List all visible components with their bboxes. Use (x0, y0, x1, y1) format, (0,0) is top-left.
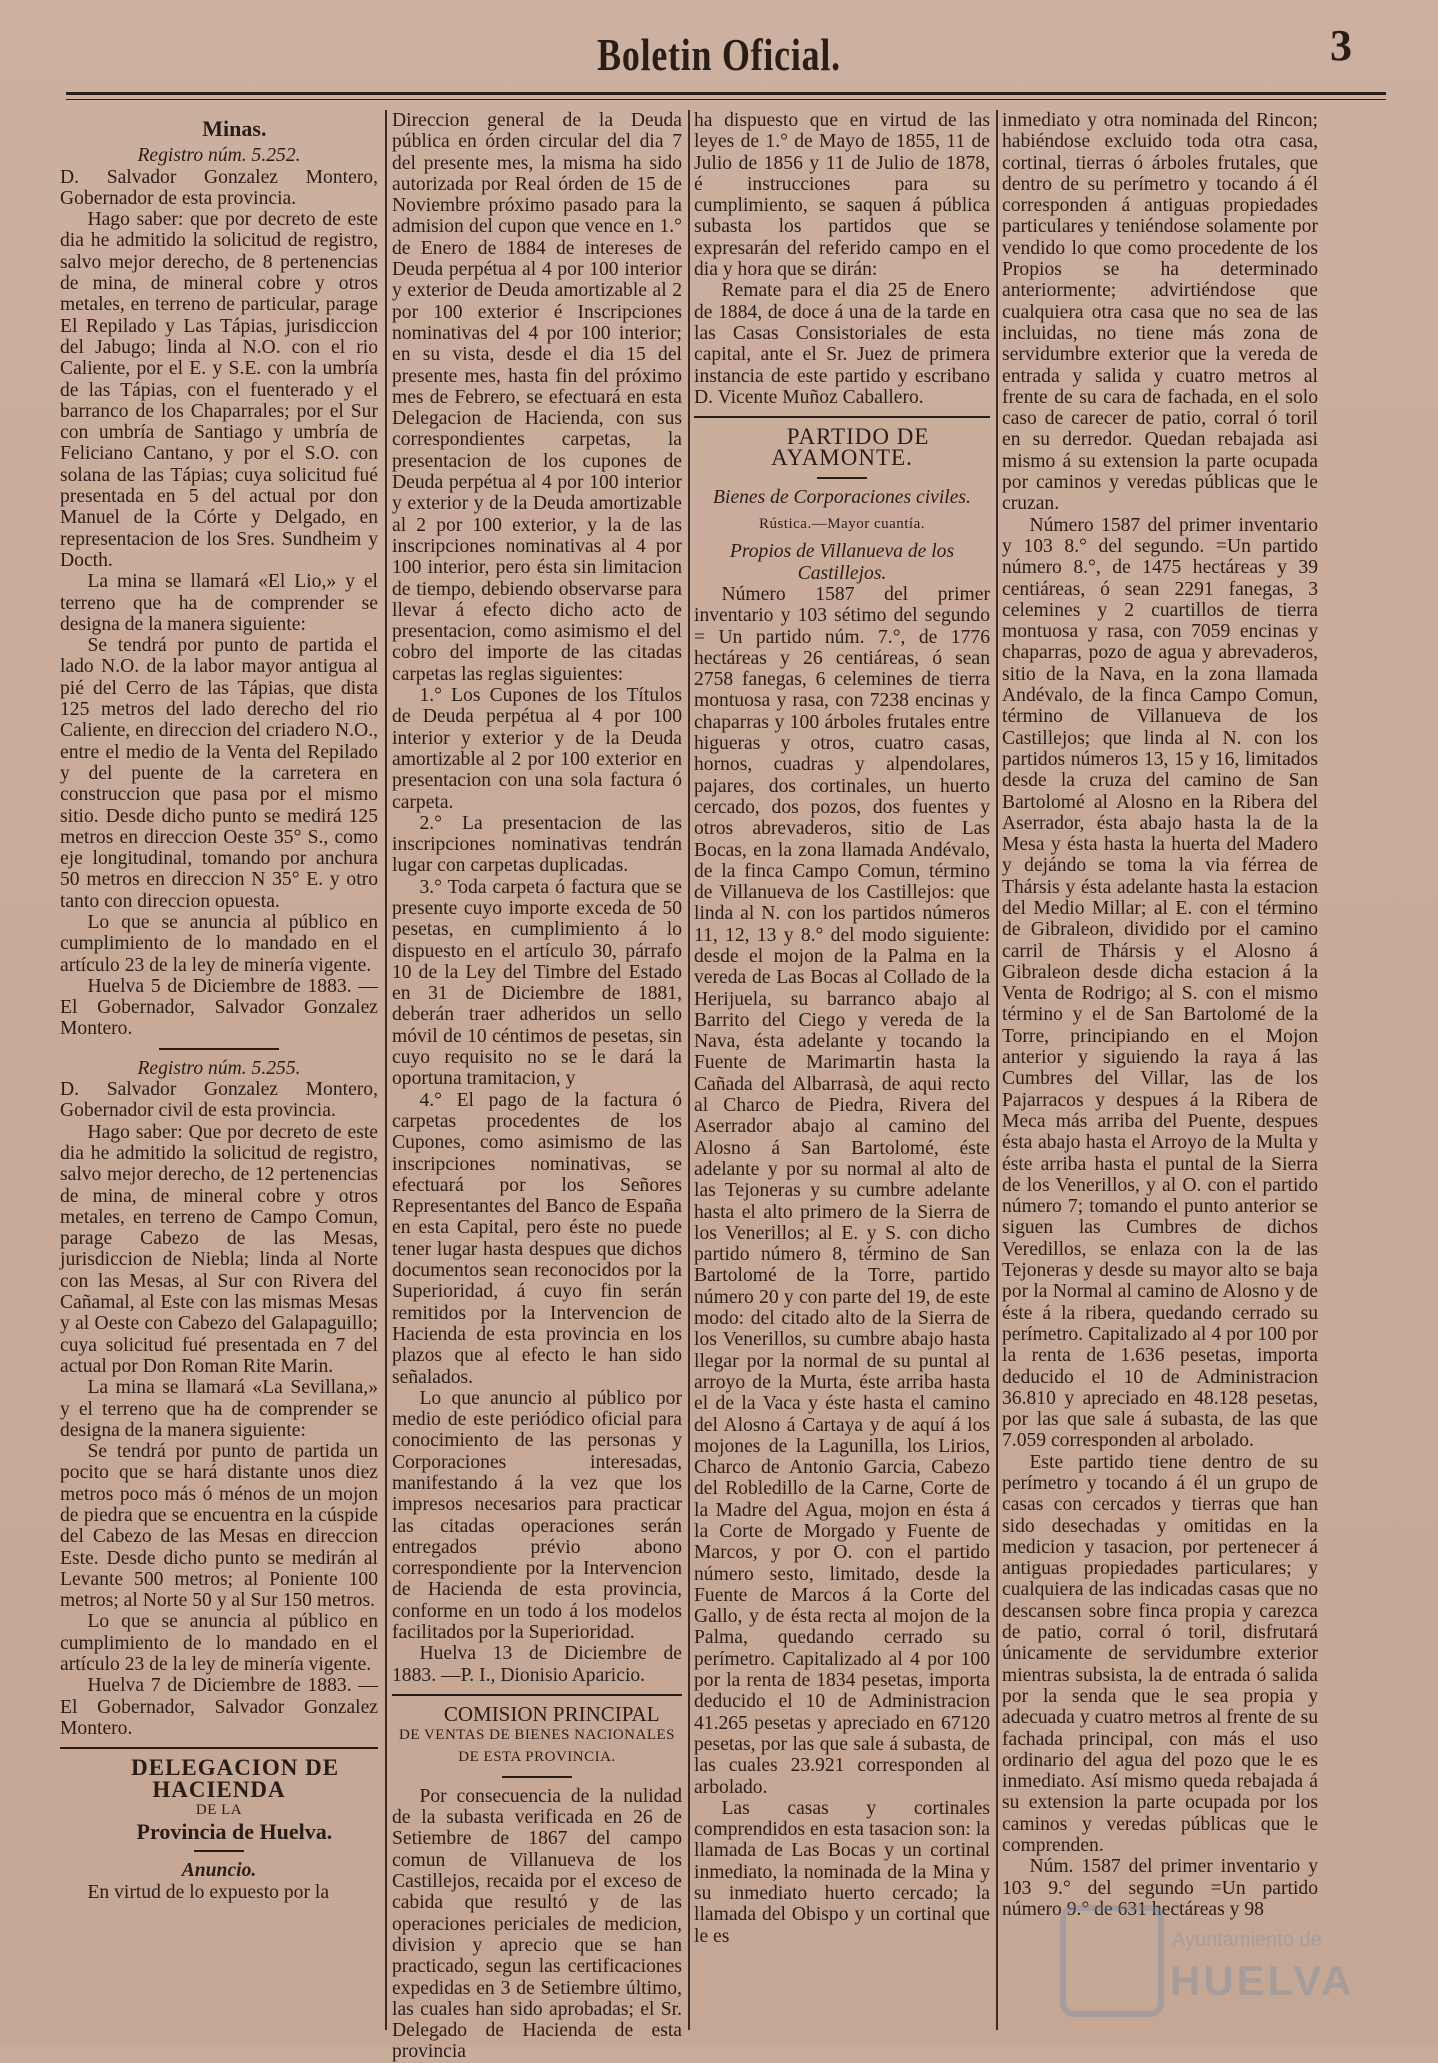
paragraph: La mina se llamará «La Sevillana,» y el terreno que ha de comprender se designa de la manera siguiente: (60, 1377, 378, 1441)
paragraph: 3.° Toda carpeta ó factura que se presente cuyo importe exceda de 50 pesetas, en cumplimiento á lo dispuesto en el artículo 30, párrafo 10 de la Ley del Timbre del Estado en 31 de Diciembre de 1881, deberán traer adheridos un sello móvil de 10 céntimos de pesetas, sin cuyo requisito no se le dará la oportuna tramitacion, y (392, 876, 682, 1090)
newspaper-title: Boletin Oficial. (597, 29, 841, 80)
governor-name: D. Salvador Gonzalez Montero, Gobernador de esta provincia. (60, 166, 378, 209)
governor-name: D. Salvador Gonzalez Montero, Gobernador civil de esta provincia. (60, 1079, 378, 1122)
paragraph: Lo que anuncio al público por medio de este periódico oficial para conocimiento de las personas y Corporaciones interesadas, manifestando á la vez que los impresos necesarios para practicar las citadas operaciones serán entregados prévio abono correspondiente por la Intervencion de Hacienda de esta provincia, conforme en un todo á los modelos facilitados por la Superioridad. (392, 1387, 682, 1644)
paragraph: Hago saber: que por decreto de este dia he admitido la solicitud de registro, salvo mejor derecho, de 8 pertenencias de mina, de mineral cobre y otros metales, en terreno de particular, parage El Repilado y Las Tápias, jurisdiccion del Jabugo; linda al N.O. con el rio Caliente, por el E. y S.E. con la umbría de las Tápias, con el fuenterado y el barranco de los Chaparrales; por el Sur con umbría de Santiago y umbría de Feliciano Cantano, y por el S.O. con solana de las Tápias; cuya solicitud fué presentada en 5 del actual por don Manuel de la Córte y Delgado, en representacion de los Sres. Sundheim y Docth. (60, 209, 378, 571)
column-4 (1002, 110, 1318, 2030)
paragraph: Este partido tiene dentro de su perímetro y tocando á él un grupo de casas con cercados y tierras que han sido desechadas y omitidas en la medicion y tasacion, por pertenecer á antiguas propiedades particulares; y cualquiera de las indicadas casas que no descansen sobre finca propia y carezca de patio, corral ó toril, disfrutará únicamente de servidumbre exterior mientras subsista, la de entrada ó salida por la senda que le sea propia y adecuada y cuatro metros al frente de su fachada principal, con más el uso ordinario del agua del pozo que le es inmediato. Así mismo queda rebajada á su extension la parte ocupada por los caminos y veredas públicas que le comprenden. (1002, 1451, 1318, 1857)
column-divider (688, 110, 690, 2030)
paragraph: Hago saber: Que por decreto de este dia he admitido la solicitud de registro, salvo mejor derecho, de 12 pertenencias de mina, de mineral cobre y otros metales, en terreno de Campo Comun, parage Cabezo de las Mesas, jurisdiccion de Niebla; linda al Norte con las Mesas, al Sur con Rivera del Cañamal, al Este con las mismas Mesas y al Oeste con Cabezo del Galapaguillo; cuya solicitud fué presentada en 7 del actual por Don Roman Rite Marin. (60, 1121, 378, 1377)
paragraph: ha dispuesto que en virtud de las leyes de 1.° de Mayo de 1855, 11 de Julio de 1856 y 11 de Julio de 1878, é instrucciones para su cumplimiento, se saquen á pública subasta los partidos que se expresarán del referido campo en el dia y hora que se dirán: (694, 110, 990, 281)
paragraph: Remate para el dia 25 de Enero de 1884, de doce á una de la tarde en las Casas Consistoriales de esta capital, ante el Sr. Juez de primera instancia de este partido y escribano D. Vicente Muñoz Caballero. (694, 280, 990, 408)
header-rule (66, 92, 1386, 95)
column-2 (392, 110, 682, 2063)
paragraph: 2.° La presentacion de las inscripciones nominativas tendrán lugar con carpetas duplicadas. (392, 812, 682, 877)
archive-watermark (1060, 1895, 1390, 2015)
comision-heading: COMISION PRINCIPAL (443, 1701, 660, 1726)
paragraph: Huelva 5 de Diciembre de 1883. —El Gobernador, Salvador Gonzalez Montero. (60, 975, 378, 1040)
watermark-line2: HUELVA (1170, 1957, 1355, 2004)
separator (817, 477, 867, 479)
paragraph: Se tendrá por punto de partida el lado N.O. de la labor mayor antigua al pié del Cerro de las Tápias, que dista 125 metros del lado derecho del rio Caliente, en direccion del criadero N.O., entre el medio de la Venta del Repilado y del puente de la carretera en construccion que pasa por el mismo sitio. Desde dicho punto se medirá 125 metros en direccion Oeste 35° S., como eje longitudinal, tomando por anchura 50 metros en direccion N 35° E. y otro tanto con direccion opuesta. (60, 635, 378, 912)
masthead (0, 20, 1438, 90)
paragraph: Lo que se anuncia al público en cumplimiento de lo mandado en el artículo 23 de la ley de minería vigente. (60, 911, 378, 976)
registro-number: Registro núm. 5.252. (137, 145, 301, 167)
paragraph: 1.° Los Cupones de los Títulos de Deuda perpétua al 4 por 100 interior y exterior y de la Deuda amortizable al 2 por 100 exterior en presentacion con una sola factura ó carpeta. (392, 685, 682, 813)
anuncio-heading: Anuncio. (181, 1860, 257, 1882)
paragraph: Huelva 7 de Diciembre de 1883. —El Gobernador, Salvador Gonzalez Montero. (60, 1675, 378, 1739)
header-rule-thin (66, 99, 1386, 100)
paragraph: Lo que se anuncia al público en cumplimiento de lo mandado en el artículo 23 de la ley de minería vigente. (60, 1611, 378, 1676)
provincia-heading: Provincia de Huelva. (136, 1819, 333, 1845)
separator (159, 1048, 279, 1050)
paragraph: La mina se llamará «El Lio,» y el terreno que ha de comprender se designa de la manera siguiente: (60, 571, 378, 635)
separator (694, 416, 990, 418)
separator (502, 1776, 572, 1778)
paragraph: Se tendrá por punto de partida un pocito que se hará distante unos diez metros poco más ó ménos de un mojon de piedra que se encuentra en la cúspide del Cabezo de las Mesas en direccion Este. Desde dicho punto se medirán al Levante 500 metros; al Poniente 100 metros; al Norte 50 y al Sur 150 metros. (60, 1441, 378, 1612)
registro-number: Registro núm. 5.255. (137, 1057, 301, 1079)
paragraph: inmediato y otra nominada del Rincon; habiéndose excluido toda otra casa, cortinal, tierras ó árboles frutales, que dentro de su perímetro y tocando á él corresponden á antiguas propiedades particulares y teniéndose solamente por vendido lo que como procedente de los Propios se ha determinado anteriormente; advirtiéndose que cualquiera otra casa que no sea de las incluidas, no tiene más zona de servidumbre exterior que la vereda de entrada y salida y cuatro metros al frente de su cara de fachada, en el solo caso de carecer de patio, corral ó toril en su derredor. Quedan rebajada asi mismo á su extension la parte ocupada por caminos y veredas públicas que le cruzan. (1002, 110, 1318, 515)
paragraph: 4.° El pago de la factura ó carpetas procedentes de los Cupones, como asimismo de las inscripciones nominativas, se efectuará por los Señores Representantes del Banco de España en esta Capital, pero éste no puede tener lugar hasta despues que dichos documentos sean reconocidos por la Superioridad, á cuyo fin serán remitidos por la Intervencion de Hacienda de esta provincia en los plazos que al efecto le han sido señalados. (392, 1089, 682, 1388)
column-1 (60, 110, 378, 2030)
rustica-heading: Rústica.—Mayor cuantía. (758, 516, 926, 533)
separator (194, 1850, 244, 1852)
delegacion-heading: DELEGACION DE HACIENDA (131, 1755, 340, 1802)
paragraph: Por consecuencia de la nulidad de la subasta verificada en 26 de Setiembre de 1867 del campo comun de Villanueva de los Castillejos, recaida por el exceso de cabida que resultó y de las operaciones periciales de medicion, division y aprecio que se han practicado, segun las certificaciones expedidas en 3 de Setiembre último, las cuales han sido aprobadas; el Sr. Delegado de Hacienda de esta provincia (392, 1785, 682, 2063)
paragraph: Las casas y cortinales comprendidos en esta tasacion son: la llamada de Las Bocas y un cortinal inmediato, la nominada de la Mina y su inmediato huerto cercado; la llamada del Obispo y un cortinal que le es (694, 1797, 990, 1947)
paragraph: Número 1587 del primer inventario y 103 8.° del segundo. =Un partido número 8.°, de 1475 hectáreas y 39 centiáreas, ó sean 2291 fanegas, 3 celemines y 2 cuartillos de tierra montuosa y rasa, con 7059 encinas y chaparras, pozo de agua y abrevaderos, sitio de la Nava, en la zona llamada Andévalo, de la finca Campo Comun, término de Villanueva de los Castillejos; que linda al N. con los partidos números 13, 15 y 16, limitados desde la cruza del camino de San Bartolomé al Alosno en la Ribera del Aserrador, ésta abajo hasta la de la Mesa y ésta hasta la huerta del Madero y dejándo se toma la via férrea de Thársis y ésta adelante hasta la estacion del Medio Millar; al E. con el término de Gibraleon, dividido por el camino carril de Thársis y el Alosno á Gibraleon desde dicha estacion á la Venta de Rodrigo; al S. con el mismo término y el de San Bartolomé de la Torre, principiando en el Mojon anterior y siguiendo la raya á las Cumbres del Villar, las de los Pajarracos y despues á la Ribera de Meca más arriba del Puente, despues ésta abajo hasta el Arroyo de la Multa y éste arriba hasta el puntal de la Sierra de los Venerillos, y al O. con el partido número 7; tomando el punto anterior se siguen las Cumbres de dichos Veredillos, se enlaza con la de las Tejoneras y desde su mayor alto se baja por la Normal al camino de Alosno y de éste á la ribera, quedando cerrado su perímetro. Capitalizado al 4 por 100 por la renta de 1.636 pesetas, importa deducido el 10 de Administracion 36.810 y apreciado en 48.128 pesetas, por las que sale á subasta, de las que 7.059 corresponden al arbolado. (1002, 514, 1318, 1452)
paragraph: Direccion general de la Deuda pública en órden circular del dia 7 del presente mes, la misma ha sido autorizada por Real órden de 15 de Noviembre próximo pasado para la admision del cupon que vence en 1.° de Enero de 1884 de intereses de Deuda perpétua al 4 por 100 interior y exterior de Deuda amortizable al 2 por 100 exterior é Inscripciones nominativas del 4 por 100 interior; en su vista, desde el dia 15 del presente mes, hasta fin del próximo mes de Febrero, se efectuará en esta Delegacion de Hacienda, con sus correspondientes carpetas, la presentacion de los cupones de Deuda perpétua al 4 por 100 interior y exterior y de la Deuda amortizable al 2 por 100 exterior, y la de las inscripciones nominativas al 4 por 100 interior, pero ésta sin limitacion de tiempo, debiendo observarse para llevar á efecto dicho acto de presentacion, como asimismo el del cobro del importe de las citadas carpetas las reglas siguientes: (392, 110, 682, 685)
paragraph: En virtud de lo expuesto por la (87, 1881, 330, 1903)
paragraph: Núm. 1587 del primer inventario y 103 9.° del segundo =Un partido número 9.° de 631 hectáreas y 98 (1002, 1856, 1318, 1920)
bienes-heading: Bienes de Corporaciones civiles. (713, 486, 971, 508)
column-3 (694, 110, 990, 2030)
comision-subheading: DE VENTAS DE BIENES NACIONALES DE ESTA PROVINCIA. (398, 1727, 675, 1765)
column-divider (996, 110, 998, 2030)
huelva-logo-icon (1060, 1905, 1164, 2017)
propios-heading: Propios de Villanueva de los Castillejos. (729, 541, 955, 584)
separator (392, 1694, 682, 1696)
section-heading-minas: Minas. (202, 116, 267, 141)
partido-heading: PARTIDO DE AYAMONTE. (771, 424, 930, 471)
separator (60, 1747, 378, 1749)
column-divider (385, 110, 387, 2030)
page-number: 3 (1330, 21, 1352, 70)
delegacion-heading-sub: DE LA (195, 1801, 243, 1818)
watermark-line1: Ayuntamiento de (1172, 1929, 1322, 1951)
paragraph: Número 1587 del primer inventario y 103 sétimo del segundo = Un partido núm. 7.°, de 1776 hectáreas y 26 centiáreas, ó sean 2758 fanegas, 6 celemines de tierra montuosa y rasa, con 7238 encinas y chaparras y 100 árboles frutales entre higueras y otros, cuatro casas, hornos, cuadras y alpendolares, pajares, dos cortinales, un huerto cercado, dos pozos, dos fuentes y otros abrevaderos, sitio de Las Bocas, en la zona llamada Andévalo, de la finca Campo Comun, término de Villanueva de los Castillejos: que linda al N. con los partidos números 11, 12, 13 y 8.° del modo siguiente: desde el mojon de la Palma en la vereda de Las Bocas al Collado de la Herijuela, su barranco abajo al Barrito del Ciego y vereda de la Nava, ésta adelante y tocando la Fuente de Marimartin hasta la Cañada del Albarrasà, de aqui recto al Charco de Piedra, Rivera del Aserrador abajo al camino del Alosno á San Bartolomé, éste adelante y por su normal al alto de las Tejoneras y su cumbre adelante hasta el alto primero de la Sierra de los Venerillos; al E. y S. con dicho partido número 8, término de San Bartolomé de la Torre, partido número 20 y con parte del 19, de este modo: del citado alto de la Sierra de los Venerillos, su cumbre abajo hasta llegar por la normal de su puntal al arroyo de la Murta, éste arriba hasta el de la Vaca y éste hasta el camino del Alosno á Cartaya y de aquí á los mojones de la Lagunilla, los Lirios, Charco de Antonio Garcia, Cabezo del Robledillo de la Carne, Corte de la Madre del Agua, mojon en ésta á la Corte de Morgado y Fuente de Marcos, y por O. con el partido número sesto, limitado, desde la Fuente de Marcos á la Corte del Gallo, y de ésta recta al mojon de la Palma, quedando cerrado su perímetro. Capitalizado al 4 por 100 por la renta de 1834 pesetas, importa deducido el 10 de Administracion 41.265 pesetas y apreciado en 67120 pesetas, por las que sale á subasta, de las cuales 23.921 corresponden al arbolado. (694, 583, 990, 1798)
paragraph: Huelva 13 de Diciembre de 1883. —P. I., Dionisio Aparicio. (392, 1643, 682, 1686)
